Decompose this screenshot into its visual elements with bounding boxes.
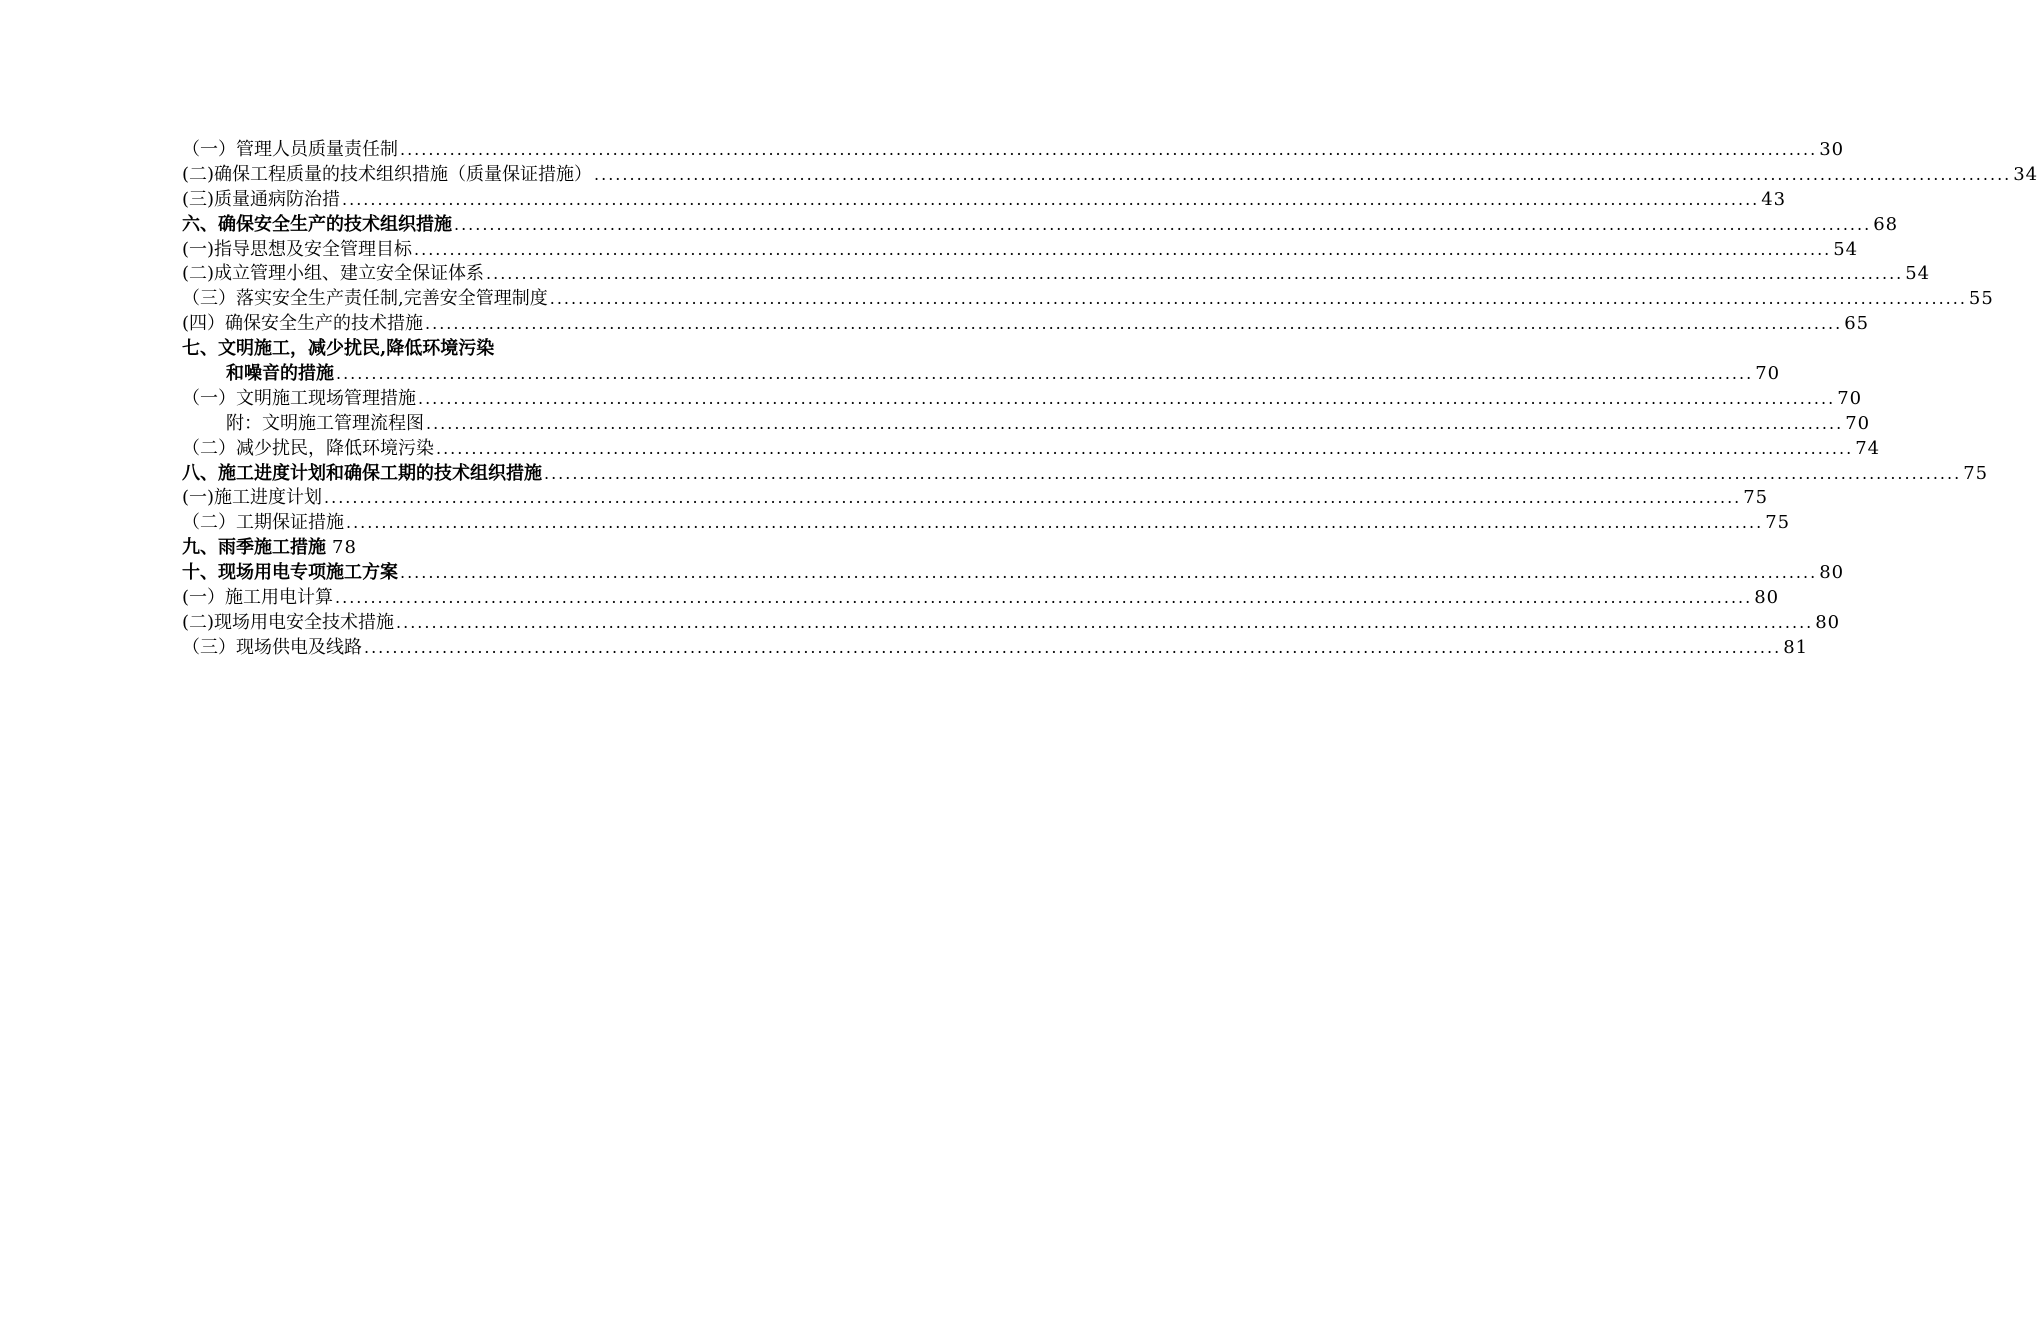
toc-entry-title: 九、雨季施工措施 [182,537,326,559]
toc-entry [182,262,1931,287]
toc-entry-title: (二)确保工程质量的技术组织措施（质量保证措施） [182,163,593,185]
toc-entry [182,188,1787,213]
toc-entry [182,362,1781,387]
toc-leader-dots: ........................................................................................................................................................................................................ [336,364,1754,384]
toc-page-number: 68 [1873,213,1899,235]
table-of-contents [182,138,2038,661]
toc-entry-title: （一）管理人员质量责任制 [182,139,398,160]
toc-entry [182,437,1881,462]
toc-leader-dots: ........................................................................................................................................................................................................ [486,264,1904,284]
toc-page-number: 34 [2013,163,2038,185]
toc-entry [182,462,1989,487]
toc-page-number: 54 [1833,238,1859,260]
toc-leader-dots: ........................................................................................................................................................................................................ [335,588,1753,608]
toc-page-number: 43 [1761,188,1787,210]
toc-leader-dots: ........................................................................................................................................................................................................ [454,214,1872,234]
toc-leader-dots: ........................................................................................................................................................................................................ [414,239,1832,259]
toc-page-number: 30 [1819,139,1845,160]
toc-entry [182,213,1899,238]
toc-leader-dots: ........................................................................................................................................................................................................ [594,164,2012,184]
toc-leader-dots: ........................................................................................................................................................................................................ [544,463,1962,483]
toc-leader-dots: ........................................................................................................................................................................................................ [436,438,1854,458]
toc-entry-title: 八、施工进度计划和确保工期的技术组织措施 [182,462,542,484]
toc-leader-dots: ........................................................................................................................................................................................................ [324,488,1742,508]
toc-page-number: 65 [1844,313,1870,335]
toc-entry [182,561,1845,586]
toc-entry [182,511,1791,536]
toc-entry [182,412,1871,437]
toc-entry [182,536,862,561]
toc-leader-dots: ........................................................................................................................................................................................................ [549,289,1967,309]
toc-entry-title: (四）确保安全生产的技术措施 [182,313,424,335]
toc-entry-title: （二）减少扰民，降低环境污染 [182,437,434,459]
toc-entry [182,636,1809,661]
toc-entry-title: (二)现场用电安全技术措施 [182,611,395,633]
toc-leader-dots: ........................................................................................................................................................................................................ [342,189,1760,209]
toc-page-number: 74 [1855,437,1881,459]
toc-entry-title: 和噪音的措施 [226,363,334,385]
toc-entry-title: 七、文明施工，减少扰民,降低环境污染 [182,338,495,360]
toc-leader-dots: ........................................................................................................................................................................................................ [364,637,1782,657]
toc-entry-title: （三）落实安全生产责任制,完善安全管理制度 [182,288,548,310]
toc-page-number: 70 [1845,412,1871,434]
toc-entry-title: （二）工期保证措施 [182,512,344,534]
toc-entry-title: (一）施工用电计算 [182,587,334,609]
toc-leader-dots: ........................................................................................................................................................................................................ [426,413,1844,433]
toc-entry [182,138,1845,163]
toc-entry-title: (一)指导思想及安全管理目标 [182,238,413,260]
toc-entry [182,163,2038,188]
toc-entry-title: (一)施工进度计划 [182,487,323,509]
toc-entry-title: (二)成立管理小组、建立安全保证体系 [182,263,485,285]
toc-leader-dots: ........................................................................................................................................................................................................ [425,314,1843,334]
toc-leader-dots: ........................................................................................................................................................................................................ [396,612,1814,632]
toc-leader-dots: ........................................................................................................................................................................................................ [346,513,1764,533]
toc-entry [182,312,1870,337]
toc-page-number: 70 [1837,387,1863,409]
toc-page-number: 75 [1765,512,1791,534]
toc-entry-title: （三）现场供电及线路 [182,636,362,658]
toc-page-number: 80 [1815,611,1841,633]
toc-page-number: 80 [1754,587,1780,609]
toc-leader-dots: ........................................................................................................................................................................................................ [418,388,1836,408]
toc-leader-dots: ........................................................................................................................................................................................................ [400,563,1818,583]
toc-page-number: 55 [1968,288,1994,310]
toc-entry-title: (三)质量通病防治措 [182,188,341,210]
toc-page-number: 75 [1743,487,1769,509]
toc-entry-title: 六、确保安全生产的技术组织措施 [182,213,452,235]
toc-page-number: 81 [1783,636,1809,658]
toc-page-number: 70 [1755,363,1781,385]
toc-page-number: 75 [1963,462,1989,484]
toc-leader-dots: ........................................................................................................................................................................................................ [400,140,1818,159]
toc-entry [182,387,1863,412]
toc-entry-title: （一）文明施工现场管理措施 [182,387,416,409]
toc-entry [182,337,862,362]
toc-entry-title: 附：文明施工管理流程图 [226,412,424,434]
toc-entry [182,586,1780,611]
toc-page-number: 54 [1905,263,1931,285]
toc-page-number: 78 [332,537,357,559]
toc-page-number: 80 [1819,562,1845,584]
toc-entry-title: 十、现场用电专项施工方案 [182,562,398,584]
toc-entry [182,486,1769,511]
toc-entry [182,611,1841,636]
toc-entry [182,287,1994,312]
toc-entry [182,238,1859,263]
